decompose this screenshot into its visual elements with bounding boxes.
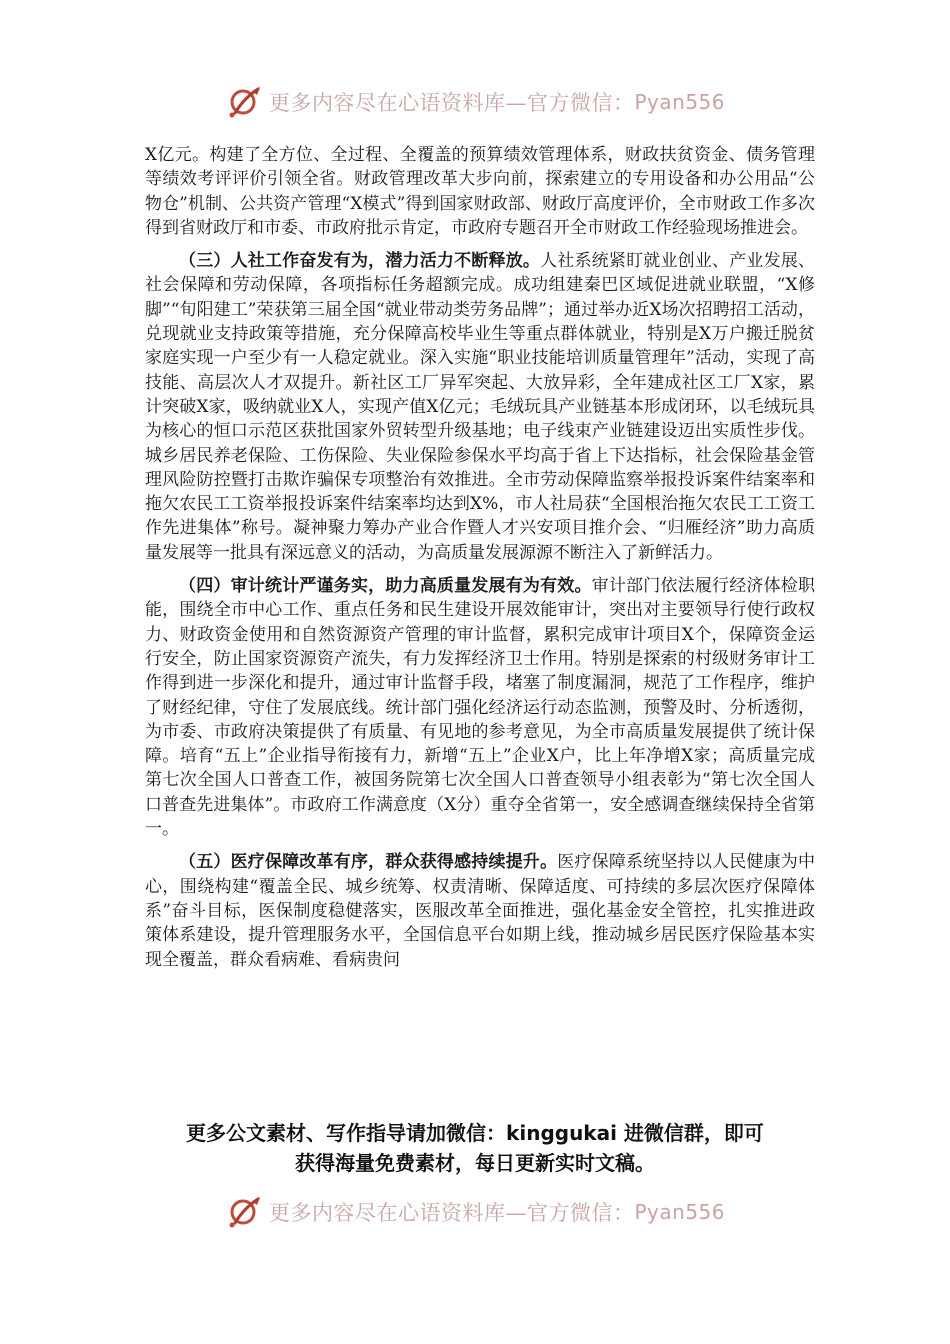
paragraph-2-body: 人社系统紧盯就业创业、产业发展、社会保障和劳动保障，各项指标任务超额完成。成功组建秦巴区域促进就业联盟，“X修脚”“旬阳建工”荣获第三届全国“就业带动类劳务品牌”；通过举办近X场次招聘招工活动，兑现就业支持政策等措施，充分保障高校毕业生等重点群体就业，特别是X万户搬迁脱贫家庭实现一户至少有一人稳定就业。深入实施“职业技能培训质量管理年”活动，实现了高技能、高层次人才双提升。新社区工厂异军突起、大放异彩，全年建成社区工厂X家，累计突破X家，吸纳就业X人，实现产值X亿元；毛绒玩具产业链基本形成闭环，以毛绒玩具为核心的恒口示范区获批国家外贸转型升级基地；电子线束产业链建设迈出实质性步伐。城乡居民养老保险、工伤保险、失业保险参保水平均高于省上下达指标，社会保险基金管理风险防控暨打击欺诈骗保专项整治有效推进。全市劳动保障监察举报投诉案件结案率和拖欠农民工工资举报投诉案件结案率均达到X%，市人社局获“全国根治拖欠农民工工资工作先进集体”称号。凝神聚力筹办产业合作暨人才兴安项目推介会、“归雁经济”助力高质量发展等一批具有深远意义的活动，为高质量发展源源不断注入了新鲜活力。: [145, 251, 816, 563]
promo-line-1: 更多公文素材、写作指导请加微信：kinggukai 进微信群，即可: [186, 1121, 764, 1145]
paragraph-4: [145, 850, 815, 971]
watermark-brand: Pyan556: [634, 90, 725, 114]
paragraph-2: [145, 249, 815, 565]
paragraph-4-heading: （五）医疗保障改革有序，群众获得感持续提升。: [179, 852, 558, 873]
promo-line-2: 获得海量免费素材，每日更新实时文稿。: [295, 1151, 655, 1175]
paragraph-1-body: X亿元。构建了全方位、全过程、全覆盖的预算绩效管理体系，财政扶贫资金、债务管理等绩效考评评价引领全省。财政管理改革大步向前，探索建立的专用设备和办公用品“公物仓”机制、公共资产管理“X模式”得到国家财政部、财政厅高度评价，全市财政工作多次得到省财政厅和市委、市政府批示肯定，市政府专题召开全市财政工作经验现场推进会。: [145, 145, 815, 238]
watermark-text: 更多内容尽在心语资料库—官方微信：: [268, 91, 635, 115]
promo-notice: [90, 1118, 860, 1178]
watermark-banner-top: [0, 80, 950, 124]
logo-icon: [225, 1192, 265, 1232]
watermark-brand: Pyan556: [634, 1200, 725, 1224]
paragraph-4-body: 医疗保障系统坚持以人民健康为中心，围绕构建“覆盖全民、城乡统筹、权责清晰、保障适度、可持续的多层次医疗保障体系”奋斗目标，医保制度稳健落实，医服改革全面推进，强化基金安全管控，扎实推进政策体系建设，提升管理服务水平，全国信息平台如期上线，推动城乡居民医疗保险基本实现全覆盖，群众看病难、看病贵问: [145, 852, 816, 970]
paragraph-3-body: 审计部门依法履行经济体检职能，围绕全市中心工作、重点任务和民生建设开展效能审计，突出对主要领导行使行政权力、财政资金使用和自然资源资产管理的审计监督，累积完成审计项目X个，保障资金运行安全，防止国家资源资产流失，有力发挥经济卫士作用。特别是探索的村级财务审计工作得到进一步深化和提升，通过审计监督手段，堵塞了制度漏洞，规范了工作程序，维护了财经纪律，守住了发展底线。统计部门强化经济运行动态监测，预警及时、分析透彻，为市委、市政府决策提供了有质量、有见地的参考意见，为全市高质量发展提供了统计保障。培育“五上”企业指导衔接有力，新增“五上”企业X户，比上年净增X家；高质量完成第七次全国人口普查工作，被国务院第七次全国人口普查领导小组表彰为“第七次全国人口普查先进集体”。市政府工作满意度（X分）重夺全省第一，安全感调查继续保持全省第一。: [145, 576, 816, 840]
document-body: [145, 143, 815, 981]
paragraph-2-heading: （三）人社工作奋发有为，潜力活力不断释放。: [179, 251, 541, 272]
logo-icon: [225, 82, 265, 122]
watermark-text: 更多内容尽在心语资料库—官方微信：: [268, 1201, 635, 1225]
watermark-banner-bottom: [0, 1190, 950, 1234]
paragraph-3: [145, 574, 815, 841]
paragraph-3-heading: （四）审计统计严谨务实，助力高质量发展有为有效。: [179, 576, 592, 597]
paragraph-1: [145, 143, 815, 240]
